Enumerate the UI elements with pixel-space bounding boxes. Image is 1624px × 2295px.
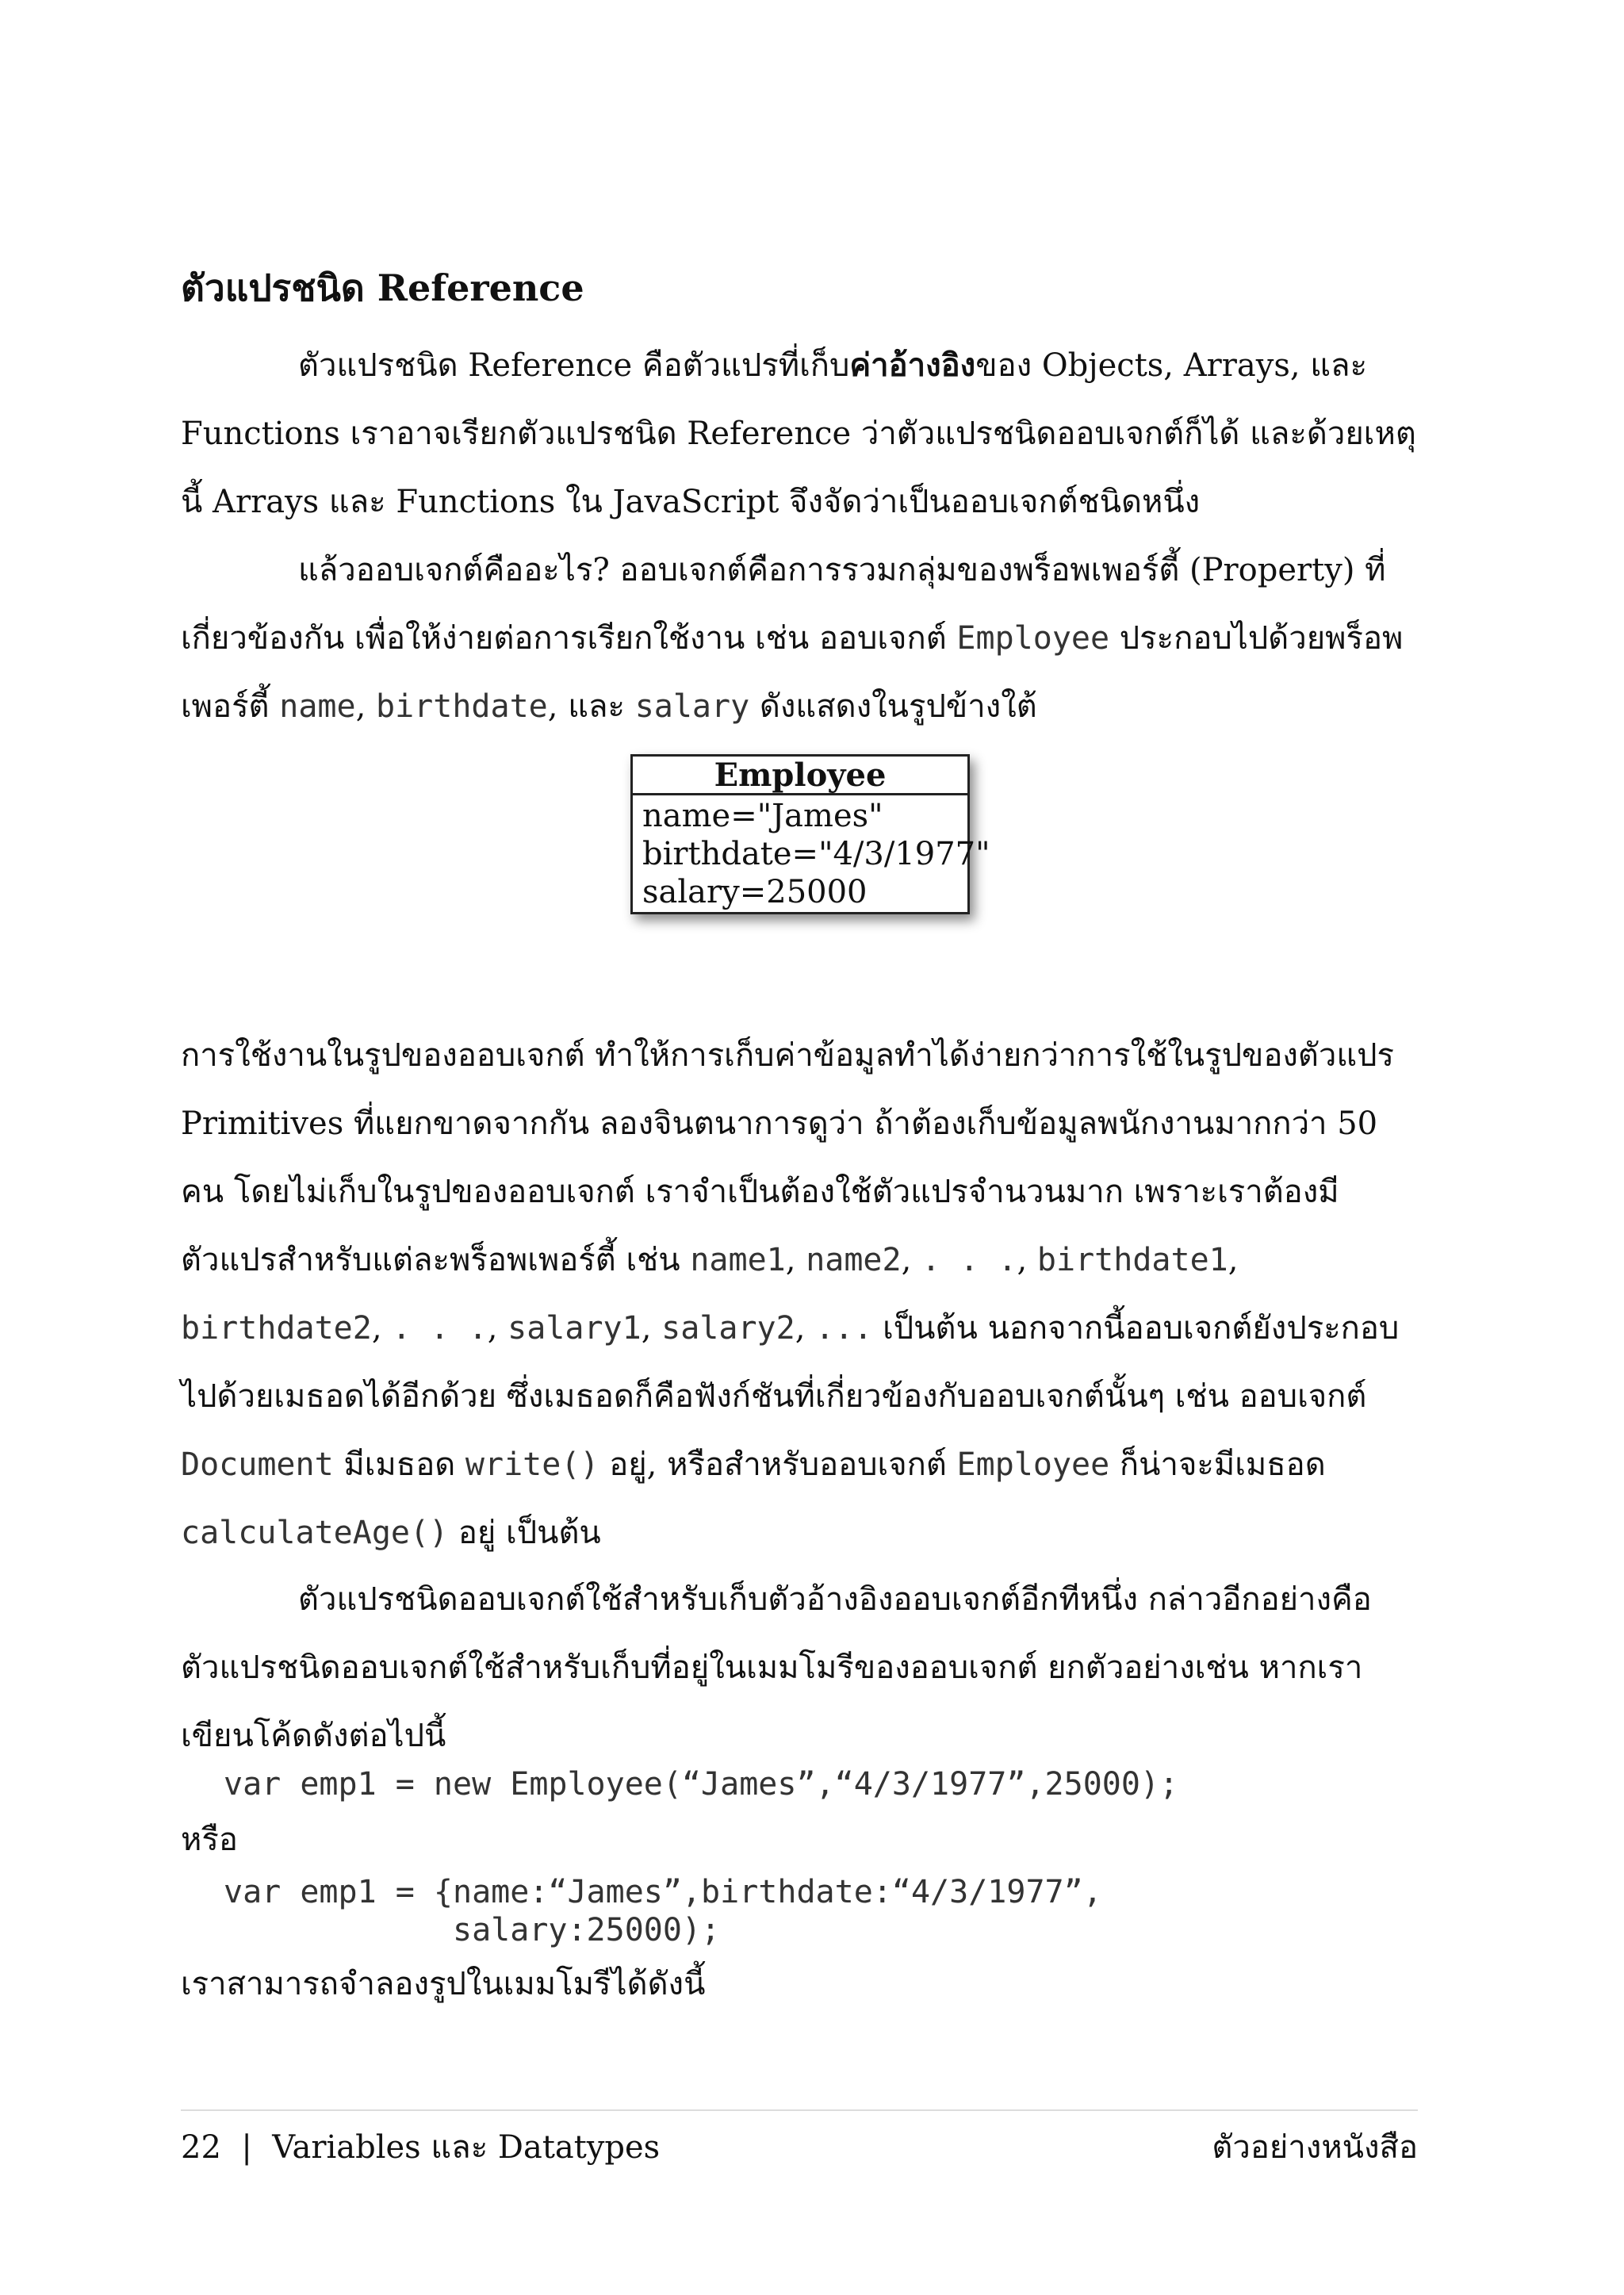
inline-code: salary (634, 688, 750, 725)
inline-code: salary1 (508, 1310, 642, 1347)
footer-book-label: ตัวอย่างหนังสือ (1212, 2129, 1418, 2166)
inline-code: calculateAge() (181, 1515, 449, 1551)
page-number: 22 (181, 2129, 221, 2166)
page-footer (181, 2125, 1418, 2170)
inline-code: birthdate1 (1036, 1242, 1228, 1278)
section-heading: ตัวแปรชนิด Reference (181, 266, 584, 309)
inline-code: name (279, 688, 356, 725)
inline-code: write() (465, 1446, 599, 1483)
inline-code: Employee (956, 1446, 1110, 1483)
employee-object-diagram (630, 754, 990, 914)
inline-code: name2 (806, 1242, 902, 1278)
code-block-2-line-2: salary:25000); (224, 1912, 721, 1948)
inline-code: Document (181, 1446, 334, 1483)
footer-left (181, 2125, 660, 2170)
inline-code: name1 (690, 1242, 786, 1278)
chapter-title: Variables และ Datatypes (272, 2129, 661, 2166)
inline-code: salary2 (661, 1310, 795, 1347)
employee-property: name="James" (642, 798, 883, 834)
inline-code: birthdate2 (181, 1310, 372, 1347)
footer-separator: | (241, 2129, 252, 2166)
or-label: หรือ (181, 1822, 238, 1858)
inline-code: . . . (921, 1242, 1017, 1278)
inline-code: ... (815, 1310, 873, 1347)
employee-box-title: Employee (633, 757, 967, 795)
employee-property: salary=25000 (642, 874, 868, 910)
paragraph-2: แล้วออบเจกต์คืออะไร? ออบเจกต์คือการรวมกลุ่มของพร็อพเพอร์ตี้ (Property) ที่เกี่ยวข้องกัน เพื่อให้ง่ายต่อการเรียกใช้งาน เช่น ออบเจกต์ Employee ประกอบไปด้วยพร็อพเพอร์ตี้ name, birthdate, และ salary ดังแสดงในรูปข้างใต้ (181, 552, 1404, 725)
closing-sentence: เราสามารถจำลองรูปในเมมโมรีได้ดังนี้ (181, 1966, 706, 2002)
inline-code: birthdate (376, 688, 548, 725)
inline-code: Employee (956, 620, 1110, 657)
paragraph-1: ตัวแปรชนิด Reference คือตัวแปรที่เก็บค่าอ้างอิงของ Objects, Arrays, และ Functions เราอาจเรียกตัวแปรชนิด Reference ว่าตัวแปรชนิดออบเจกต์ก็ได้ และด้วยเหตุนี้ Arrays และ Functions ใน JavaScript จึงจัดว่าเป็นออบเจกต์ชนิดหนึ่ง (181, 347, 1416, 520)
employee-property: birthdate="4/3/1977" (642, 836, 990, 872)
footer-divider (181, 2109, 1418, 2111)
employee-box-properties (633, 795, 990, 911)
code-block-1: var emp1 = new Employee(“James”,“4/3/1977”,25000); (224, 1766, 1179, 1803)
emphasis-text: ค่าอ้างอิง (849, 347, 976, 384)
paragraph-3: การใช้งานในรูปของออบเจกต์ ทำให้การเก็บค่าข้อมูลทำได้ง่ายกว่าการใช้ในรูปของตัวแปร Primitives ที่แยกขาดจากกัน ลองจินตนาการดูว่า ถ้าต้องเก็บข้อมูลพนักงานมากกว่า 50 คน โดยไม่เก็บในรูปของออบเจกต์ เราจำเป็นต้องใช้ตัวแปรจำนวนมาก เพราะเราต้องมีตัวแปรสำหรับแต่ละพร็อพเพอร์ตี้ เช่น name1, name2, . . ., birthdate1, birthdate2, . . ., salary1, salary2, ... เป็นต้น นอกจากนี้ออบเจกต์ยังประกอบไปด้วยเมธอดได้อีกด้วย ซึ่งเมธอดก็คือฟังก์ชันที่เกี่ยวข้องกับออบเจกต์นั้นๆ เช่น ออบเจกต์ Document มีเมธอด write() อยู่, หรือสำหรับออบเจกต์ Employee ก็น่าจะมีเมธอด calculateAge() อยู่ เป็นต้น (181, 1037, 1400, 1551)
paragraph-4: ตัวแปรชนิดออบเจกต์ใช้สำหรับเก็บตัวอ้างอิงออบเจกต์อีกทีหนึ่ง กล่าวอีกอย่างคือ ตัวแปรชนิดออบเจกต์ใช้สำหรับเก็บที่อยู่ในเมมโมรีของออบเจกต์ ยกตัวอย่างเช่น หากเราเขียนโค้ดดังต่อไปนี้ (181, 1581, 1372, 1754)
inline-code: . . . (392, 1310, 488, 1347)
code-block-2-line-1: var emp1 = {name:“James”,birthdate:“4/3/1977”, (224, 1874, 1102, 1910)
